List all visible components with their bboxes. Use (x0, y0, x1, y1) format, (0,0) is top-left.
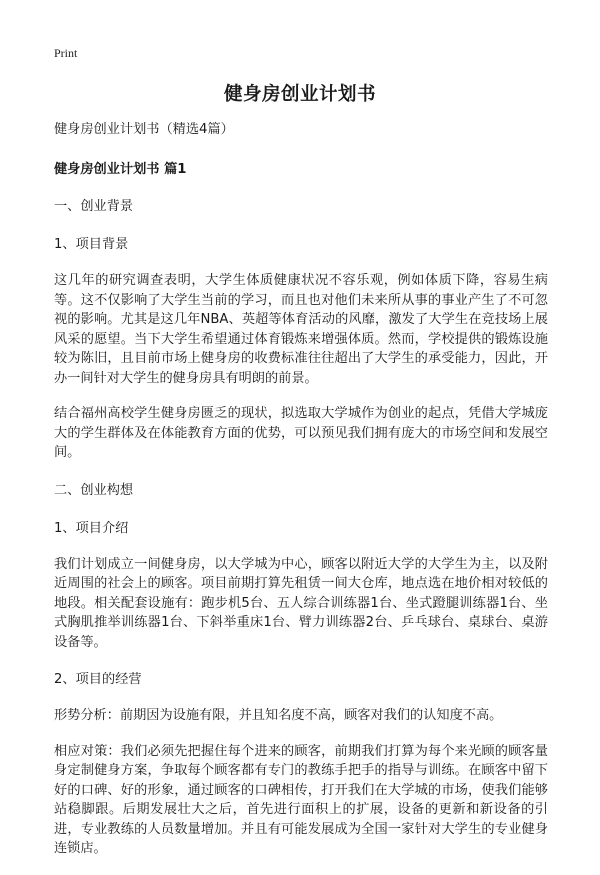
paragraph: 我们计划成立一间健身房，以大学城为中心，顾客以附近大学的大学生为主，以及附近周围的社会上的顾客。项目前期打算先租赁一间大仓库，地点选在地价相对较低的地段。相关配套设施有：跑步机5台、五人综合训练器1台、坐式蹬腿训练器1台、坐式胸肌推举训练器1台、下斜举重床1台、臂力训练器2台、乒乓球台、桌球台、桌游设备等。 (54, 556, 548, 650)
section-subheading: 1、项目介绍 (54, 520, 129, 536)
page-title: 健身房创业计划书 (223, 84, 376, 105)
paragraph: 相应对策：我们必须先把握住每个进来的顾客，前期我们打算为每个来光顾的顾客量身定制健身方案，争取每个顾客都有专门的教练手把手的指导与训练。在顾客中留下好的口碑、好的形象，通过顾客的口碑相传，打开我们在大学城的市场，使我们能够站稳脚跟。后期发展壮大之后，首先进行面积上的扩展，设备的更新和新设备的引进，专业教练的人员数量增加。并且有可能发展成为全国一家针对大学生的专业健身连锁店。 (54, 743, 548, 856)
article-title: 健身房创业计划书 篇1 (54, 162, 187, 177)
section-heading: 二、创业构想 (54, 482, 134, 498)
paragraph: 结合福州高校学生健身房匮乏的现状，拟选取大学城作为创业的起点，凭借大学城庞大的学生群体及在体能教育方面的优势，可以预见我们拥有庞大的市场空间和发展空间。 (54, 406, 548, 460)
document-body (54, 118, 548, 875)
paragraph: 这几年的研究调查表明，大学生体质健康状况不容乐观，例如体质下降，容易生病等。这不仅影响了大学生当前的学习，而且也对他们未来所从事的事业产生了不可忽视的影响。尤其是这几年NBA、英超等体育活动的风靡，激发了大学生在竞技场上展风采的愿望。当下大学生希望通过体育锻炼来增强体质。然而，学校提供的锻炼设施较为陈旧，且目前市场上健身房的收费标准往往超出了大学生的承受能力，因此，开办一间针对大学生的健身房具有明朗的前景。 (54, 273, 548, 386)
section-heading: 一、创业背景 (54, 199, 134, 214)
print-link[interactable]: Print (54, 46, 78, 60)
section-heading: 2、项目的经营 (54, 672, 142, 687)
paragraph: 形势分析：前期因为设施有限，并且知名度不高，顾客对我们的认知度不高。 (54, 708, 503, 723)
section-subheading: 1、项目背景 (54, 237, 129, 252)
document-subtitle: 健身房创业计划书（精选4篇） (54, 122, 234, 137)
